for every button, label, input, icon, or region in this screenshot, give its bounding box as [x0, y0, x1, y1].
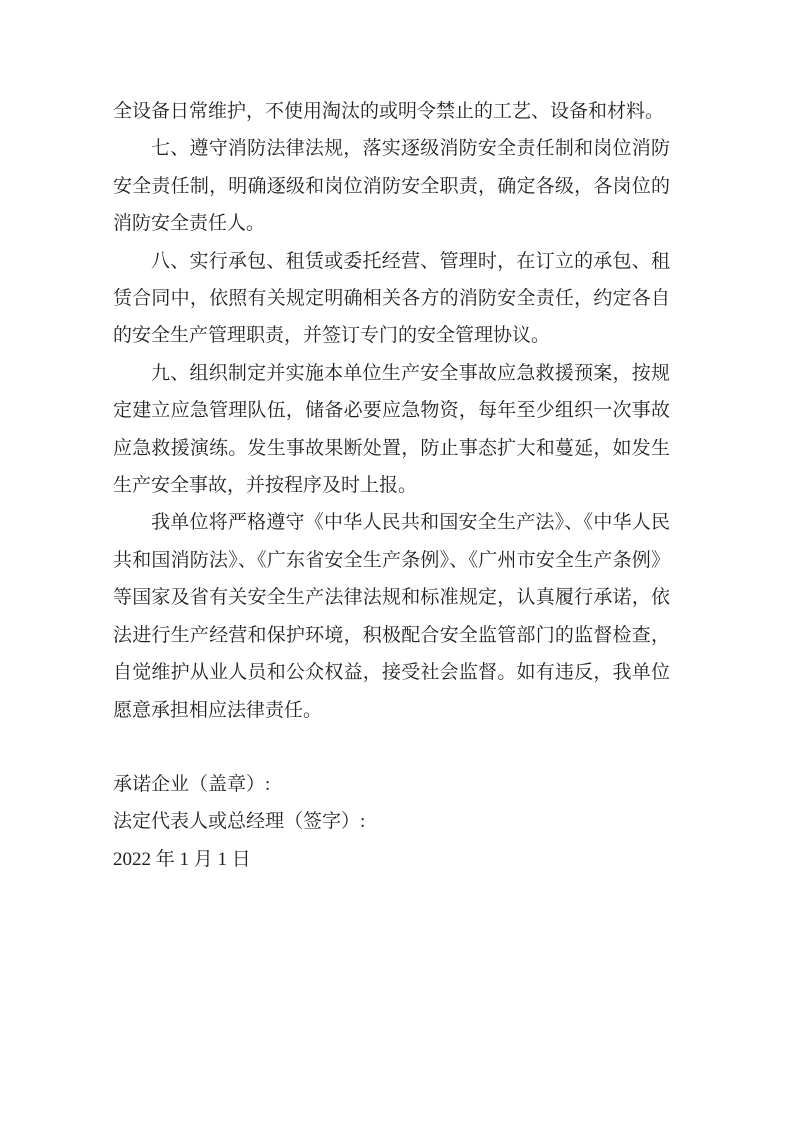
paragraph-item-9: 九、组织制定并实施本单位生产安全事故应急救援预案，按规定建立应急管理队伍，储备必要应急物资，每年至少组织一次事故应急救援演练。发生事故果断处置，防止事态扩大和蔓延，如发生生产安全事故，并按程序及时上报。 — [113, 362, 670, 497]
paragraph-continuation: 全设备日常维护，不使用淘汰的或明令禁止的工艺、设备和材料。 — [113, 101, 665, 122]
paragraph-item-7: 七、遵守消防法律法规，落实逐级消防安全责任制和岗位消防安全责任制，明确逐级和岗位消防安全职责，确定各级，各岗位的消防安全责任人。 — [113, 138, 670, 235]
document-date: 2022 年 1 月 1 日 — [113, 848, 251, 870]
signature-company-label: 承诺企业（盖章）: — [113, 773, 271, 795]
paragraph-commitment: 我单位将严格遵守《中华人民共和国安全生产法》、《中华人民共和国消防法》、《广东省安全生产条例》、《广州市安全生产条例》等国家及省有关安全生产法律法规和标准规定，认真履行承诺，依法进行生产经营和保护环境，积极配合安全监管部门的监督检查，自觉维护从业人员和公众权益，接受社会监督。如有违反，我单位愿意承担相应法律责任。 — [113, 512, 670, 721]
signature-representative-label: 法定代表人或总经理（签字）: — [113, 811, 366, 833]
signature-block — [113, 766, 670, 841]
paragraph-item-8: 八、实行承包、租赁或委托经营、管理时，在订立的承包、租赁合同中，依照有关规定明确相关各方的消防安全责任，约定各自的安全生产管理职责，并签订专门的安全管理协议。 — [113, 250, 670, 347]
document-body — [113, 93, 670, 878]
